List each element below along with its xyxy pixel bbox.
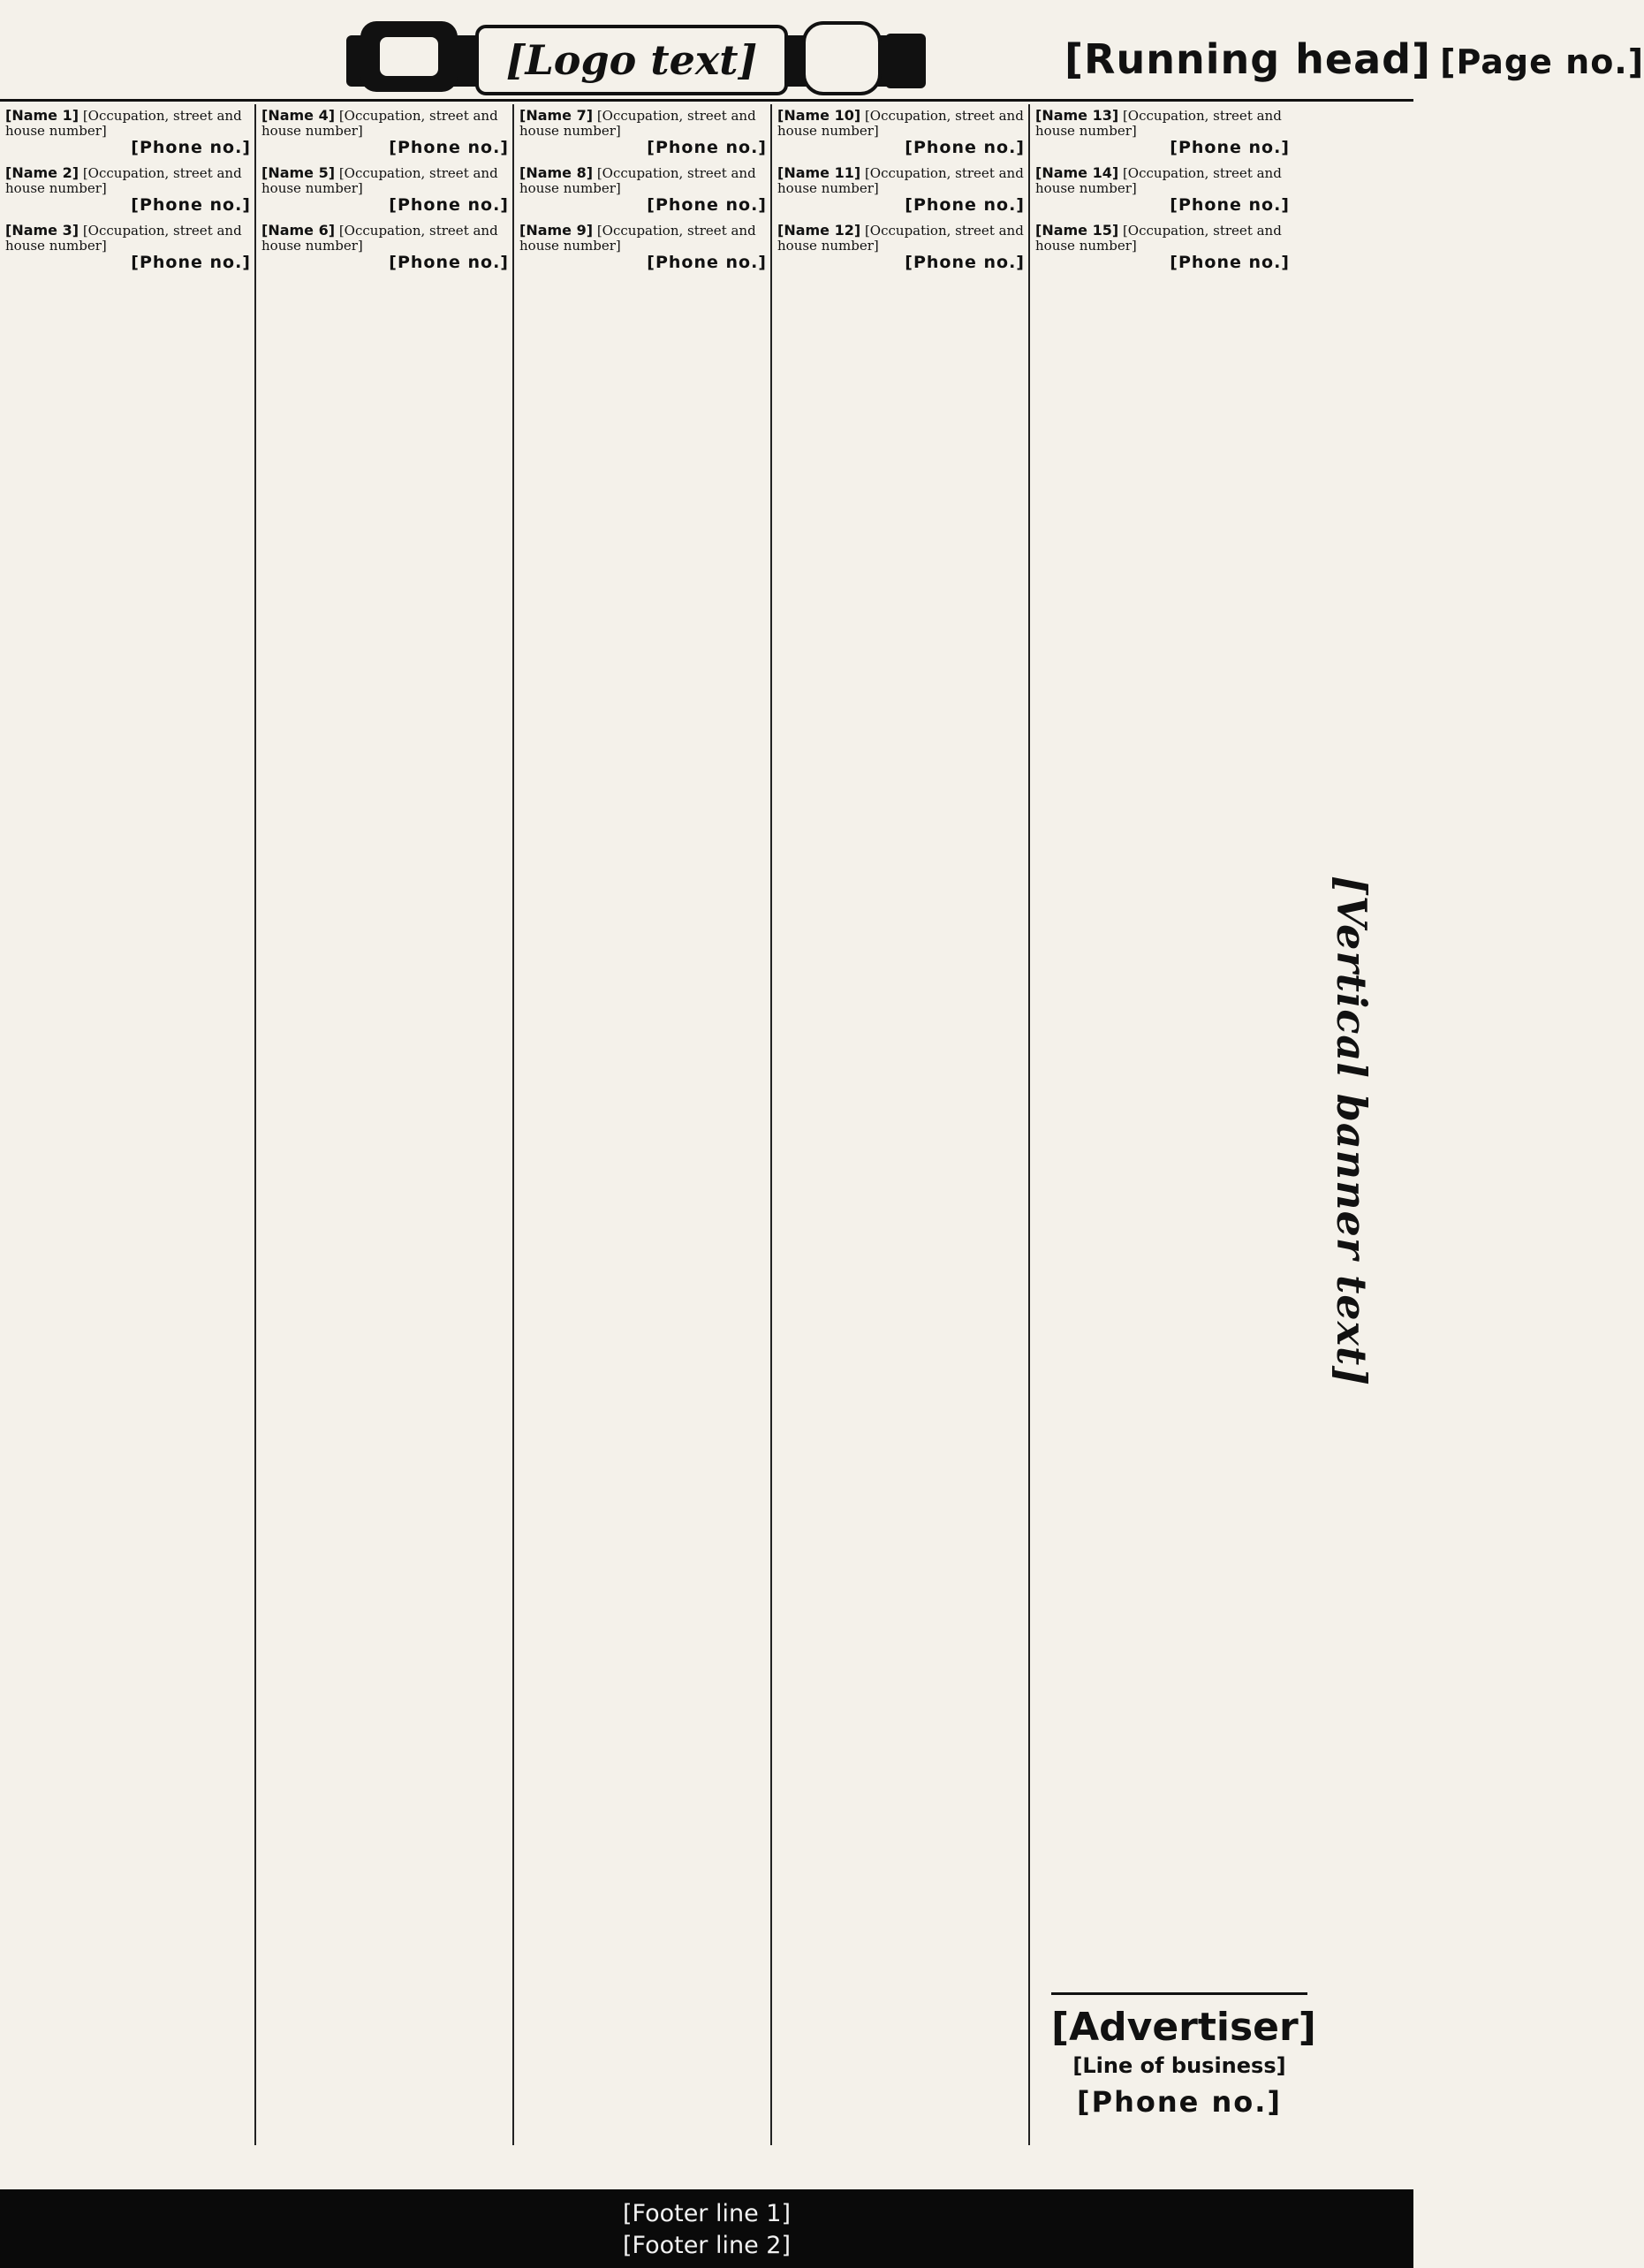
directory-entry [777, 219, 1025, 277]
header-rule [0, 99, 1413, 102]
ad-company: [Advertiser] [1051, 2005, 1316, 2050]
entry-detail: [Occupation, street and house number] [261, 108, 498, 139]
entry-phone: [Phone no.] [131, 253, 251, 272]
advertisement [1051, 1992, 1316, 2136]
entry-detail: [Occupation, street and house number] [777, 223, 1024, 254]
footer-notice [0, 2189, 1413, 2268]
entry-name: [Name 1] [5, 107, 80, 124]
footer-line-2: [Footer line 2] [622, 2232, 792, 2259]
directory-entry [1035, 219, 1290, 277]
directory-column-1 [0, 104, 254, 2145]
entry-phone: [Phone no.] [389, 138, 509, 157]
entry-detail: [Occupation, street and house number] [1035, 165, 1282, 196]
entry-name: [Name 10] [777, 107, 861, 124]
directory-entry [1035, 162, 1290, 219]
entry-name: [Name 12] [777, 222, 861, 239]
directory-column-5 [1028, 104, 1293, 2145]
entry-phone: [Phone no.] [905, 138, 1025, 157]
entry-name: [Name 6] [261, 222, 336, 239]
entry-detail: [Occupation, street and house number] [5, 223, 242, 254]
directory-entry [261, 219, 509, 277]
entry-phone: [Phone no.] [647, 253, 767, 272]
entry-phone: [Phone no.] [1170, 195, 1290, 215]
entry-name: [Name 8] [519, 164, 594, 181]
footer-line-1: [Footer line 1] [622, 2200, 792, 2227]
directory-entry [261, 162, 509, 219]
entry-name: [Name 11] [777, 164, 861, 181]
entry-phone: [Phone no.] [131, 195, 251, 215]
side-banner-text: [Vertical banner text] [1328, 875, 1375, 1387]
entry-phone: [Phone no.] [1170, 138, 1290, 157]
directory-entry [519, 219, 767, 277]
directory-entry [777, 104, 1025, 162]
logo [345, 16, 928, 97]
logo-text: [Logo text] [505, 36, 758, 84]
entry-phone: [Phone no.] [905, 195, 1025, 215]
entry-phone: [Phone no.] [905, 253, 1025, 272]
entry-detail: [Occupation, street and house number] [261, 223, 498, 254]
entry-detail: [Occupation, street and house number] [5, 108, 242, 139]
entry-detail: [Occupation, street and house number] [519, 165, 756, 196]
entry-phone: [Phone no.] [389, 195, 509, 215]
directory-entry [519, 104, 767, 162]
entry-phone: [Phone no.] [389, 253, 509, 272]
entry-name: [Name 9] [519, 222, 594, 239]
entry-name: [Name 7] [519, 107, 594, 124]
entry-detail: [Occupation, street and house number] [519, 108, 756, 139]
entry-detail: [Occupation, street and house number] [519, 223, 756, 254]
directory-column-4 [770, 104, 1028, 2145]
ad-service: [Line of business] [1072, 2053, 1286, 2078]
directory-column-3 [512, 104, 770, 2145]
entry-name: [Name 5] [261, 164, 336, 181]
entry-name: [Name 14] [1035, 164, 1119, 181]
directory-entry [261, 104, 509, 162]
entry-name: [Name 15] [1035, 222, 1119, 239]
page-header [0, 0, 1644, 102]
directory-entry [1035, 104, 1290, 162]
running-head [1064, 35, 1644, 83]
entry-phone: [Phone no.] [647, 138, 767, 157]
entry-name: [Name 4] [261, 107, 336, 124]
directory-entry [5, 162, 251, 219]
entry-name: [Name 13] [1035, 107, 1119, 124]
directory-entry [5, 219, 251, 277]
entry-detail: [Occupation, street and house number] [261, 165, 498, 196]
entry-detail: [Occupation, street and house number] [5, 165, 242, 196]
directory-column-2 [254, 104, 512, 2145]
running-head-name: [Running head] [1064, 35, 1432, 83]
entry-detail: [Occupation, street and house number] [777, 165, 1024, 196]
directory-entry [777, 162, 1025, 219]
entry-name: [Name 2] [5, 164, 80, 181]
entry-phone: [Phone no.] [131, 138, 251, 157]
entry-detail: [Occupation, street and house number] [1035, 108, 1282, 139]
entry-phone: [Phone no.] [647, 195, 767, 215]
entry-detail: [Occupation, street and house number] [1035, 223, 1282, 254]
entry-detail: [Occupation, street and house number] [777, 108, 1024, 139]
directory-entry [519, 162, 767, 219]
directory-entry [5, 104, 251, 162]
entry-name: [Name 3] [5, 222, 80, 239]
ad-phone: [Phone no.] [1076, 2085, 1282, 2119]
page-number: [Page no.] [1440, 42, 1644, 81]
entry-phone: [Phone no.] [1170, 253, 1290, 272]
side-banner [1299, 115, 1405, 2147]
